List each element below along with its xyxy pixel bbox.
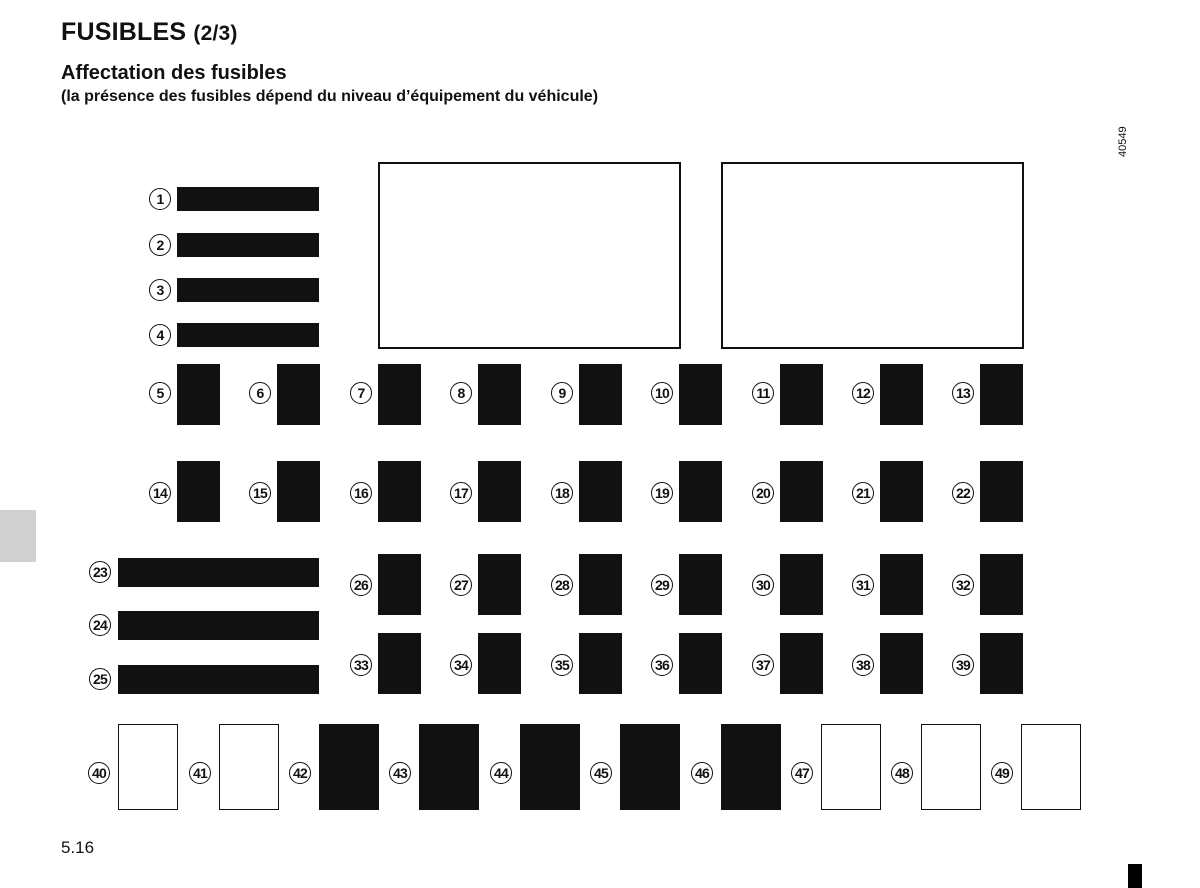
relay-block-left xyxy=(378,162,681,349)
fuse-19 xyxy=(679,461,722,522)
fuse-44 xyxy=(520,724,580,810)
fuse-number-1: 1 xyxy=(149,188,171,210)
fuse-number-10: 10 xyxy=(651,382,673,404)
fuse-11 xyxy=(780,364,823,425)
fuse-45 xyxy=(620,724,680,810)
fuse-43 xyxy=(419,724,479,810)
fuse-39 xyxy=(980,633,1023,694)
fuse-16 xyxy=(378,461,421,522)
fuse-1 xyxy=(177,187,319,211)
fuse-14 xyxy=(177,461,220,522)
section-subtitle: Affectation des fusibles xyxy=(61,62,287,84)
relay-block-right xyxy=(721,162,1024,349)
fuse-number-47: 47 xyxy=(791,762,813,784)
fuse-number-15: 15 xyxy=(249,482,271,504)
fuse-number-24: 24 xyxy=(89,614,111,636)
fuse-number-3: 3 xyxy=(149,279,171,301)
fuse-number-31: 31 xyxy=(852,574,874,596)
fuse-number-4: 4 xyxy=(149,324,171,346)
fuse-8 xyxy=(478,364,521,425)
page-edge-mark xyxy=(1128,864,1142,888)
fuse-number-28: 28 xyxy=(551,574,573,596)
fuse-number-2: 2 xyxy=(149,234,171,256)
fuse-33 xyxy=(378,633,421,694)
fuse-number-8: 8 xyxy=(450,382,472,404)
fuse-47 xyxy=(821,724,881,810)
fuse-number-33: 33 xyxy=(350,654,372,676)
fuse-27 xyxy=(478,554,521,615)
fuse-number-43: 43 xyxy=(389,762,411,784)
fuse-number-19: 19 xyxy=(651,482,673,504)
fuse-number-45: 45 xyxy=(590,762,612,784)
fuse-12 xyxy=(880,364,923,425)
fuse-24 xyxy=(118,611,319,640)
fuse-number-49: 49 xyxy=(991,762,1013,784)
fuse-number-18: 18 xyxy=(551,482,573,504)
fuse-number-26: 26 xyxy=(350,574,372,596)
page-title-text: FUSIBLES xyxy=(61,18,187,46)
fuse-number-17: 17 xyxy=(450,482,472,504)
fuse-number-22: 22 xyxy=(952,482,974,504)
fuse-18 xyxy=(579,461,622,522)
fuse-number-36: 36 xyxy=(651,654,673,676)
fuse-30 xyxy=(780,554,823,615)
fuse-number-23: 23 xyxy=(89,561,111,583)
fuse-7 xyxy=(378,364,421,425)
chapter-tab xyxy=(0,510,36,562)
fuse-35 xyxy=(579,633,622,694)
fuse-number-7: 7 xyxy=(350,382,372,404)
fuse-number-5: 5 xyxy=(149,382,171,404)
fuse-20 xyxy=(780,461,823,522)
fuse-number-44: 44 xyxy=(490,762,512,784)
fuse-number-30: 30 xyxy=(752,574,774,596)
fuse-38 xyxy=(880,633,923,694)
fuse-number-37: 37 xyxy=(752,654,774,676)
fuse-34 xyxy=(478,633,521,694)
fuse-23 xyxy=(118,558,319,587)
fuse-46 xyxy=(721,724,781,810)
fuse-number-35: 35 xyxy=(551,654,573,676)
fuse-15 xyxy=(277,461,320,522)
fuse-number-34: 34 xyxy=(450,654,472,676)
fuse-31 xyxy=(880,554,923,615)
fuse-40 xyxy=(118,724,178,810)
fuse-number-25: 25 xyxy=(89,668,111,690)
fuse-10 xyxy=(679,364,722,425)
fuse-6 xyxy=(277,364,320,425)
fuse-number-42: 42 xyxy=(289,762,311,784)
fuse-number-16: 16 xyxy=(350,482,372,504)
section-note: (la présence des fusibles dépend du niveau d’équipement du véhicule) xyxy=(61,88,599,105)
fuse-48 xyxy=(921,724,981,810)
figure-reference: 40549 xyxy=(1117,126,1129,157)
fuse-number-39: 39 xyxy=(952,654,974,676)
fuse-number-21: 21 xyxy=(852,482,874,504)
fuse-number-32: 32 xyxy=(952,574,974,596)
fuse-number-40: 40 xyxy=(88,762,110,784)
fuse-number-12: 12 xyxy=(852,382,874,404)
fuse-number-14: 14 xyxy=(149,482,171,504)
fuse-5 xyxy=(177,364,220,425)
fuse-42 xyxy=(319,724,379,810)
page-number: 5.16 xyxy=(61,838,95,857)
fuse-21 xyxy=(880,461,923,522)
fuse-4 xyxy=(177,323,319,347)
fuse-28 xyxy=(579,554,622,615)
fuse-2 xyxy=(177,233,319,257)
fuse-49 xyxy=(1021,724,1081,810)
fuse-29 xyxy=(679,554,722,615)
fuse-number-20: 20 xyxy=(752,482,774,504)
fuse-41 xyxy=(219,724,279,810)
fuse-number-9: 9 xyxy=(551,382,573,404)
fuse-number-27: 27 xyxy=(450,574,472,596)
fuse-number-48: 48 xyxy=(891,762,913,784)
page-title-part: (2/3) xyxy=(193,22,238,45)
fuse-number-6: 6 xyxy=(249,382,271,404)
fuse-number-38: 38 xyxy=(852,654,874,676)
fuse-37 xyxy=(780,633,823,694)
fuse-number-46: 46 xyxy=(691,762,713,784)
fuse-number-11: 11 xyxy=(752,382,774,404)
fuse-3 xyxy=(177,278,319,302)
fuse-17 xyxy=(478,461,521,522)
fuse-9 xyxy=(579,364,622,425)
fuse-number-29: 29 xyxy=(651,574,673,596)
fuse-36 xyxy=(679,633,722,694)
fuse-number-41: 41 xyxy=(189,762,211,784)
fuse-32 xyxy=(980,554,1023,615)
fuse-22 xyxy=(980,461,1023,522)
fuse-number-13: 13 xyxy=(952,382,974,404)
fuse-13 xyxy=(980,364,1023,425)
fuse-26 xyxy=(378,554,421,615)
fuse-25 xyxy=(118,665,319,694)
